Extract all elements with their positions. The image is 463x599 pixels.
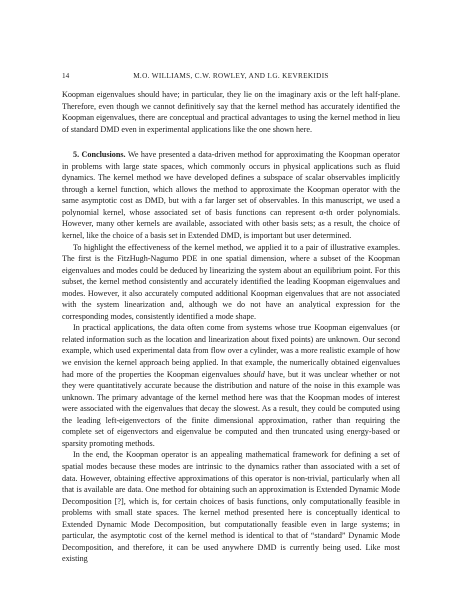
page-body [62,89,400,565]
section-spacer [62,135,400,149]
section-number: 5. [73,150,80,160]
conclusions-paragraph-3-part-b: have, but it was unclear whether or not they were quantitatively accurate because the distribution and nature of the noise in this example was unknown. The primary advantage of the kernel method here was that the Koopman modes of interest were associated with the eigenvalues that decay the slowest. As a result, they could be computed using the leading left-eigenvectors of the finite dimensional approximation, rather than requiring the complete set of eigenvectors and eigenvalue be computed and then truncated using energy-based or sparsity promoting methods. [62,369,400,448]
running-head: M.O. WILLIAMS, C.W. ROWLEY, AND I.G. KEVREKIDIS [133,72,329,80]
conclusions-paragraph-2: To highlight the effectiveness of the kernel method, we applied it to a pair of illustrative examples. The first is the FitzHugh-Nagumo PDE in one spatial dimension, where a subset of the Koopman eigenvalues and modes could be deduced by linearizing the system about an equilibrium point. For this subset, the kernel method consistently and accurately identified the leading Koopman eigenvalues and modes. However, it also accurately computed additional Koopman eigenvalues that are not associated with the system linearization and, although we do not have an analytical expression for the corresponding modes, consistently identified a mode shape. [62,242,400,321]
section-title: Conclusions. [81,150,126,160]
conclusions-paragraph-3 [62,322,400,449]
emphasis-should: should [243,369,265,379]
page-header [62,72,400,84]
conclusions-paragraph-1 [62,149,400,241]
intro-paragraph: Koopman eigenvalues should have; in particular, they lie on the imaginary axis or the left half-plane. Therefore, even though we cannot definitively say that the kernel method has accurately identified the Koopman eigenvalues, there are conceptual and practical advantages to using the kernel method in lieu of standard DMD even in experimental applications like the one shown here. [62,90,400,134]
conclusions-paragraph-1-text: We have presented a data-driven method for approximating the Koopman operator in problems with large state spaces, which commonly occurs in physical applications such as fluid dynamics. The kernel method we have developed defines a subspace of scalar observables implicitly through a kernel function, which allows the method to approximate the Koopman operator with the same asymptotic cost as DMD, but with a far larger set of observables. In this manuscript, we used a polynomial kernel, whose associated set of basis functions can represent α-th order polynomials. However, many other kernels are available, associated with other basis sets; as a result, the choice of kernel, like the choice of a basis set in Extended DMD, is important but user determined. [62,150,400,241]
page-number: 14 [62,72,70,80]
conclusions-paragraph-4: In the end, the Koopman operator is an appealing mathematical framework for defining a set of spatial modes because these modes are intrinsic to the dynamics rather than associated with a set of data. However, obtaining effective approximations of this operator is non-trivial, particularly when all that is available are data. One method for obtaining such an approximation is Extended Dynamic Mode Decomposition [?], which is, for certain choices of basis functions, only computationally feasible in problems with small state spaces. The kernel method presented here is conceptually identical to Extended Dynamic Mode Decomposition, but computationally feasible even in large systems; in particular, the asymptotic cost of the kernel method is identical to that of “standard” Dynamic Mode Decomposition, and therefore, it can be used anywhere DMD is currently being used. Like most existing [62,450,400,564]
conclusions-paragraph-3-part-a: In practical applications, the data often come from systems whose true Koopman eigenvalues (or related information such as the location and linearization about fixed points) are unknown. Our second example, which used experimental data from flow over a cylinder, was a more realistic example of how we envision the kernel approach being applied. In that example, the numerically obtained eigenvalues had more of the properties the Koopman eigenvalues [62,323,400,379]
